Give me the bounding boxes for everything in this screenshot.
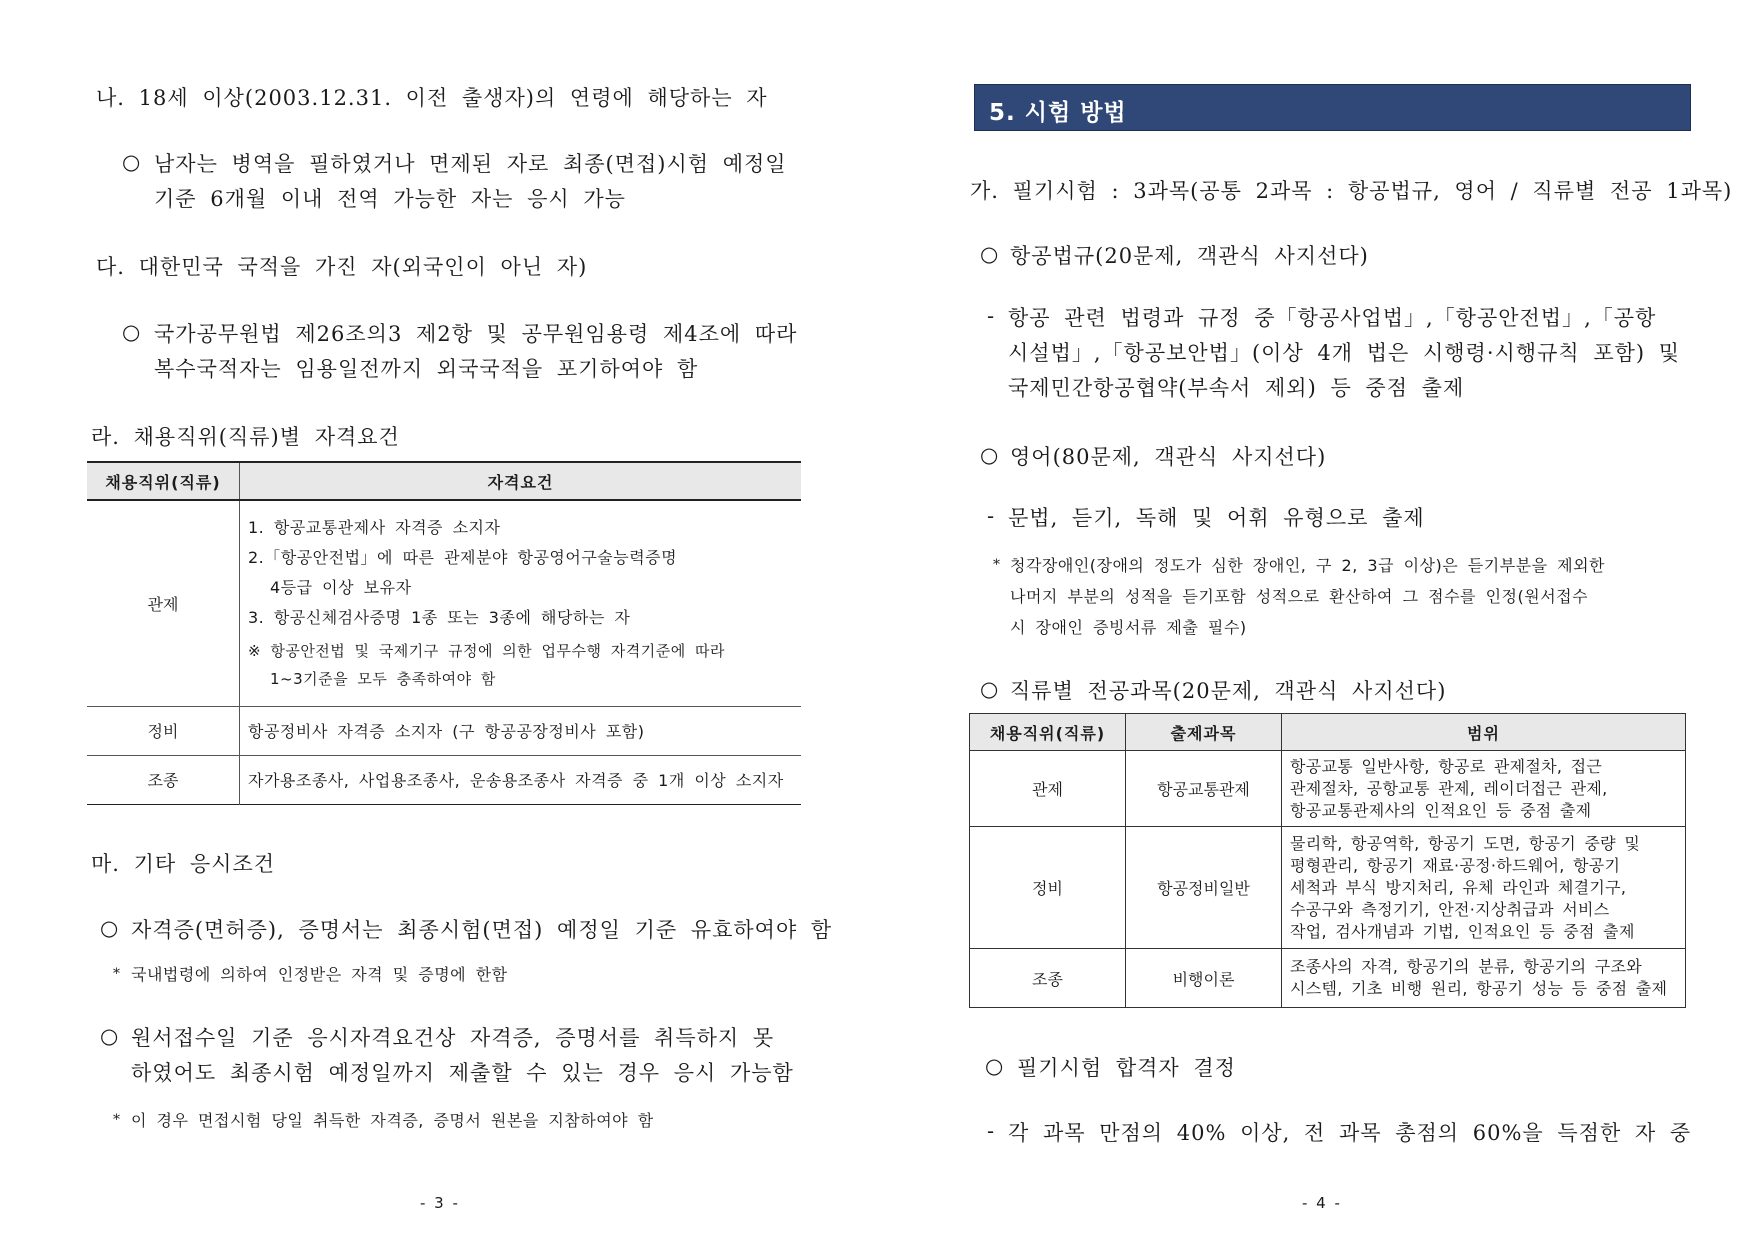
bullet-circle: ○ (122, 150, 142, 174)
item-da: 다. 대한민국 국적을 가진 자(외국인이 아닌 자) (96, 255, 588, 279)
scope-line: 조종사의 자격, 항공기의 분류, 항공기의 구조와 (1290, 957, 1643, 976)
page-number: - 3 - (420, 1194, 460, 1212)
subject-cell: 항공교통관제 (1126, 751, 1282, 827)
bullet-circle: ○ (980, 677, 1000, 701)
bullet-circle: ○ (100, 1024, 120, 1048)
requirement-cell (240, 500, 802, 706)
scope-cell (1282, 751, 1686, 827)
page-number: - 4 - (1302, 1194, 1342, 1212)
item-na: 나. 18세 이상(2003.12.31. 이전 출생자)의 연령에 해당하는 자 (96, 86, 768, 110)
pass-desc: 각 과목 만점의 40% 이상, 전 과목 총점의 60%을 득점한 자 중 (1008, 1121, 1692, 1145)
scope-cell (1282, 827, 1686, 949)
bullet-circle: ○ (100, 916, 120, 940)
note-mark: * (993, 557, 1000, 573)
table-row (970, 751, 1686, 827)
item-da-sub-line-2: 복수국적자는 임용일전까지 외국국적을 포기하여야 함 (154, 357, 699, 381)
bullet-circle: ○ (980, 443, 1000, 467)
scope-line: 평형관리, 항공기 재료·공정·하드웨어, 항공기 (1290, 855, 1621, 875)
position-cell: 정비 (87, 706, 240, 755)
subject-cell: 비행이론 (1126, 949, 1282, 1008)
item-na-sub-line-2: 기준 6개월 이내 전역 가능한 자는 응시 가능 (154, 187, 626, 211)
note-mark: * (113, 1112, 120, 1128)
table-row (970, 949, 1686, 1008)
position-cell: 조종 (970, 949, 1126, 1008)
header-scope: 범위 (1282, 714, 1686, 751)
scope-line: 수공구와 측정기기, 안전·지상취급과 서비스 (1290, 899, 1610, 919)
table-row (970, 827, 1686, 949)
section-header (974, 84, 1691, 131)
pass-title: 필기시험 합격자 결정 (1017, 1056, 1236, 1080)
law-desc-line-3: 국제민간항공협약(부속서 제외) 등 중점 출제 (1008, 376, 1465, 400)
dash: - (987, 1119, 996, 1143)
item-ma-note-1: 국내법령에 의하여 인정받은 자격 및 증명에 한함 (131, 965, 508, 984)
requirement-note: 1~3기준을 모두 충족하여야 함 (270, 670, 496, 689)
eng-desc: 문법, 듣기, 독해 및 어휘 유형으로 출제 (1008, 506, 1425, 530)
scope-line: 항공교통관제사의 인적요인 등 중점 출제 (1290, 800, 1592, 820)
item-ma-sub-2-line-2: 하였어도 최종시험 예정일까지 제출할 수 있는 경우 응시 가능함 (131, 1061, 794, 1085)
header-position: 채용직위(직류) (87, 462, 240, 500)
scope-line: 항공교통 일반사항, 항공로 관제절차, 접근 (1290, 756, 1603, 776)
position-cell: 정비 (970, 827, 1126, 949)
item-ma: 마. 기타 응시조건 (91, 852, 276, 876)
scope-line: 물리학, 항공역학, 항공기 도면, 항공기 중량 및 (1290, 833, 1641, 853)
law-title: 항공법규(20문제, 객관식 사지선다) (1010, 244, 1369, 268)
subject-table (969, 713, 1686, 1008)
law-desc-line-2: 시설법」,「항공보안법」(이상 4개 법은 시행령·시행규칙 포함) 및 (1008, 341, 1681, 365)
requirement-line: 2.「항공안전법」에 따른 관제분야 항공영어구술능력증명 (248, 548, 678, 568)
item-ma-sub-1: 자격증(면허증), 증명서는 최종시험(면접) 예정일 기준 유효하여야 함 (131, 918, 833, 942)
note-mark: * (113, 966, 120, 982)
bullet-circle: ○ (122, 320, 142, 344)
major-title: 직류별 전공과목(20문제, 객관식 사지선다) (1010, 679, 1447, 703)
position-cell: 관제 (87, 500, 240, 706)
requirement-cell: 자가용조종사, 사업용조종사, 운송용조종사 자격증 중 1개 이상 소지자 (240, 755, 802, 804)
table-row (87, 706, 801, 755)
requirement-cell: 항공정비사 자격증 소지자 (구 항공공장정비사 포함) (240, 706, 802, 755)
bullet-circle: ○ (980, 242, 1000, 266)
requirement-line: 1. 항공교통관제사 자격증 소지자 (248, 518, 501, 538)
page-4 (877, 0, 1754, 1240)
item-ra: 라. 채용직위(직류)별 자격요건 (91, 425, 400, 449)
table-row (87, 500, 801, 706)
scope-line: 관제절차, 공항교통 관제, 레이더접근 관제, (1290, 778, 1608, 798)
dash: - (987, 504, 996, 528)
section-title: 5. 시험 방법 (989, 100, 1127, 126)
qualification-table (87, 461, 801, 805)
header-position: 채용직위(직류) (970, 714, 1126, 751)
eng-note-line-2: 나머지 부분의 성적을 듣기포함 성적으로 환산하여 그 점수를 인정(원서접수 (1010, 587, 1589, 606)
eng-title: 영어(80문제, 객관식 사지선다) (1010, 445, 1327, 469)
item-ma-note-2: 이 경우 면접시험 당일 취득한 자격증, 증명서 원본을 지참하여야 함 (131, 1111, 654, 1130)
requirement-line: 4등급 이상 보유자 (270, 578, 412, 598)
position-cell: 관제 (970, 751, 1126, 827)
scope-line: 세척과 부식 방지처리, 유체 라인과 체결기구, (1290, 877, 1627, 897)
item-ga: 가. 필기시험 : 3과목(공통 2과목 : 항공법규, 영어 / 직류별 전공 1과목) (970, 179, 1733, 203)
requirement-note: ※ 항공안전법 및 국제기구 규정에 의한 업무수행 자격기준에 따라 (248, 642, 725, 661)
scope-cell (1282, 949, 1686, 1008)
item-ma-sub-2-line-1: 원서접수일 기준 응시자격요건상 자격증, 증명서를 취득하지 못 (131, 1026, 775, 1050)
position-cell: 조종 (87, 755, 240, 804)
item-na-sub-line-1: 남자는 병역을 필하였거나 면제된 자로 최종(면접)시험 예정일 (154, 152, 787, 176)
eng-note-line-1: 청각장애인(장애의 정도가 심한 장애인, 구 2, 3급 이상)은 듣기부분을 제외한 (1010, 556, 1606, 575)
header-requirement: 자격요건 (240, 462, 802, 500)
table-row (87, 755, 801, 804)
requirement-line: 3. 항공신체검사증명 1종 또는 3종에 해당하는 자 (248, 608, 631, 628)
item-da-sub-line-1: 국가공무원법 제26조의3 제2항 및 공무원임용령 제4조에 따라 (154, 322, 798, 346)
bullet-circle: ○ (985, 1054, 1005, 1078)
dash: - (987, 304, 996, 328)
scope-line: 시스템, 기초 비행 원리, 항공기 성능 등 중점 출제 (1290, 979, 1668, 998)
subject-cell: 항공정비일반 (1126, 827, 1282, 949)
law-desc-line-1: 항공 관련 법령과 규정 중「항공사업법」,「항공안전법」,「공항 (1008, 306, 1657, 330)
scope-line: 작업, 검사개념과 기법, 인적요인 등 중점 출제 (1290, 921, 1635, 941)
header-subject: 출제과목 (1126, 714, 1282, 751)
eng-note-line-3: 시 장애인 증빙서류 제출 필수) (1010, 618, 1247, 637)
